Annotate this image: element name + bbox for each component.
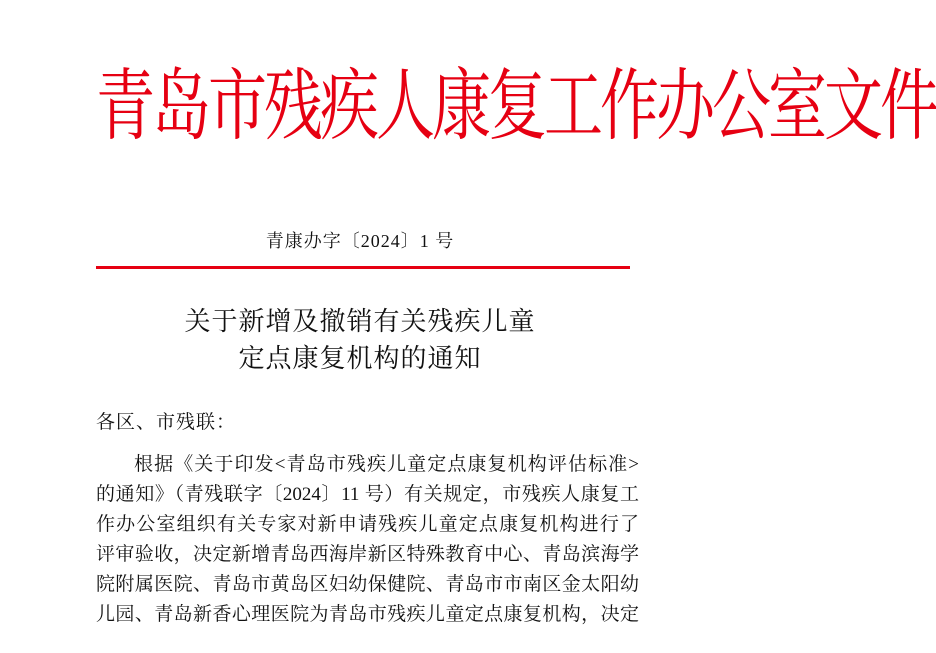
- masthead-title: 青岛市残疾人康复工作办公室文件: [96, 62, 936, 150]
- red-separator-line: [96, 266, 630, 269]
- document-number: 青康办字〔2024〕1 号: [265, 231, 455, 251]
- body-text-line-6: 儿园、青岛新香心理医院为青岛市残疾儿童定点康复机构，决定: [96, 604, 639, 625]
- body-text-line-2: 的通知》（青残联字〔2024〕11 号）有关规定，市残疾人康复工: [96, 484, 639, 505]
- notice-title-line-1: 关于新增及撤销有关残疾儿童: [184, 307, 536, 337]
- body-text-line-4: 评审验收，决定新增青岛西海岸新区特殊教育中心、青岛滨海学: [96, 544, 639, 565]
- body-text-line-3: 作办公室组织有关专家对新申请残疾儿童定点康复机构进行了: [96, 514, 639, 535]
- salutation: 各区、市残联：: [96, 412, 237, 433]
- body-text-line-1: 根据《关于印发<青岛市残疾儿童定点康复机构评估标准>: [134, 454, 639, 475]
- notice-title-line-2: 定点康复机构的通知: [238, 344, 482, 374]
- body-text-line-5: 院附属医院、青岛市黄岛区妇幼保健院、青岛市市南区金太阳幼: [96, 574, 639, 595]
